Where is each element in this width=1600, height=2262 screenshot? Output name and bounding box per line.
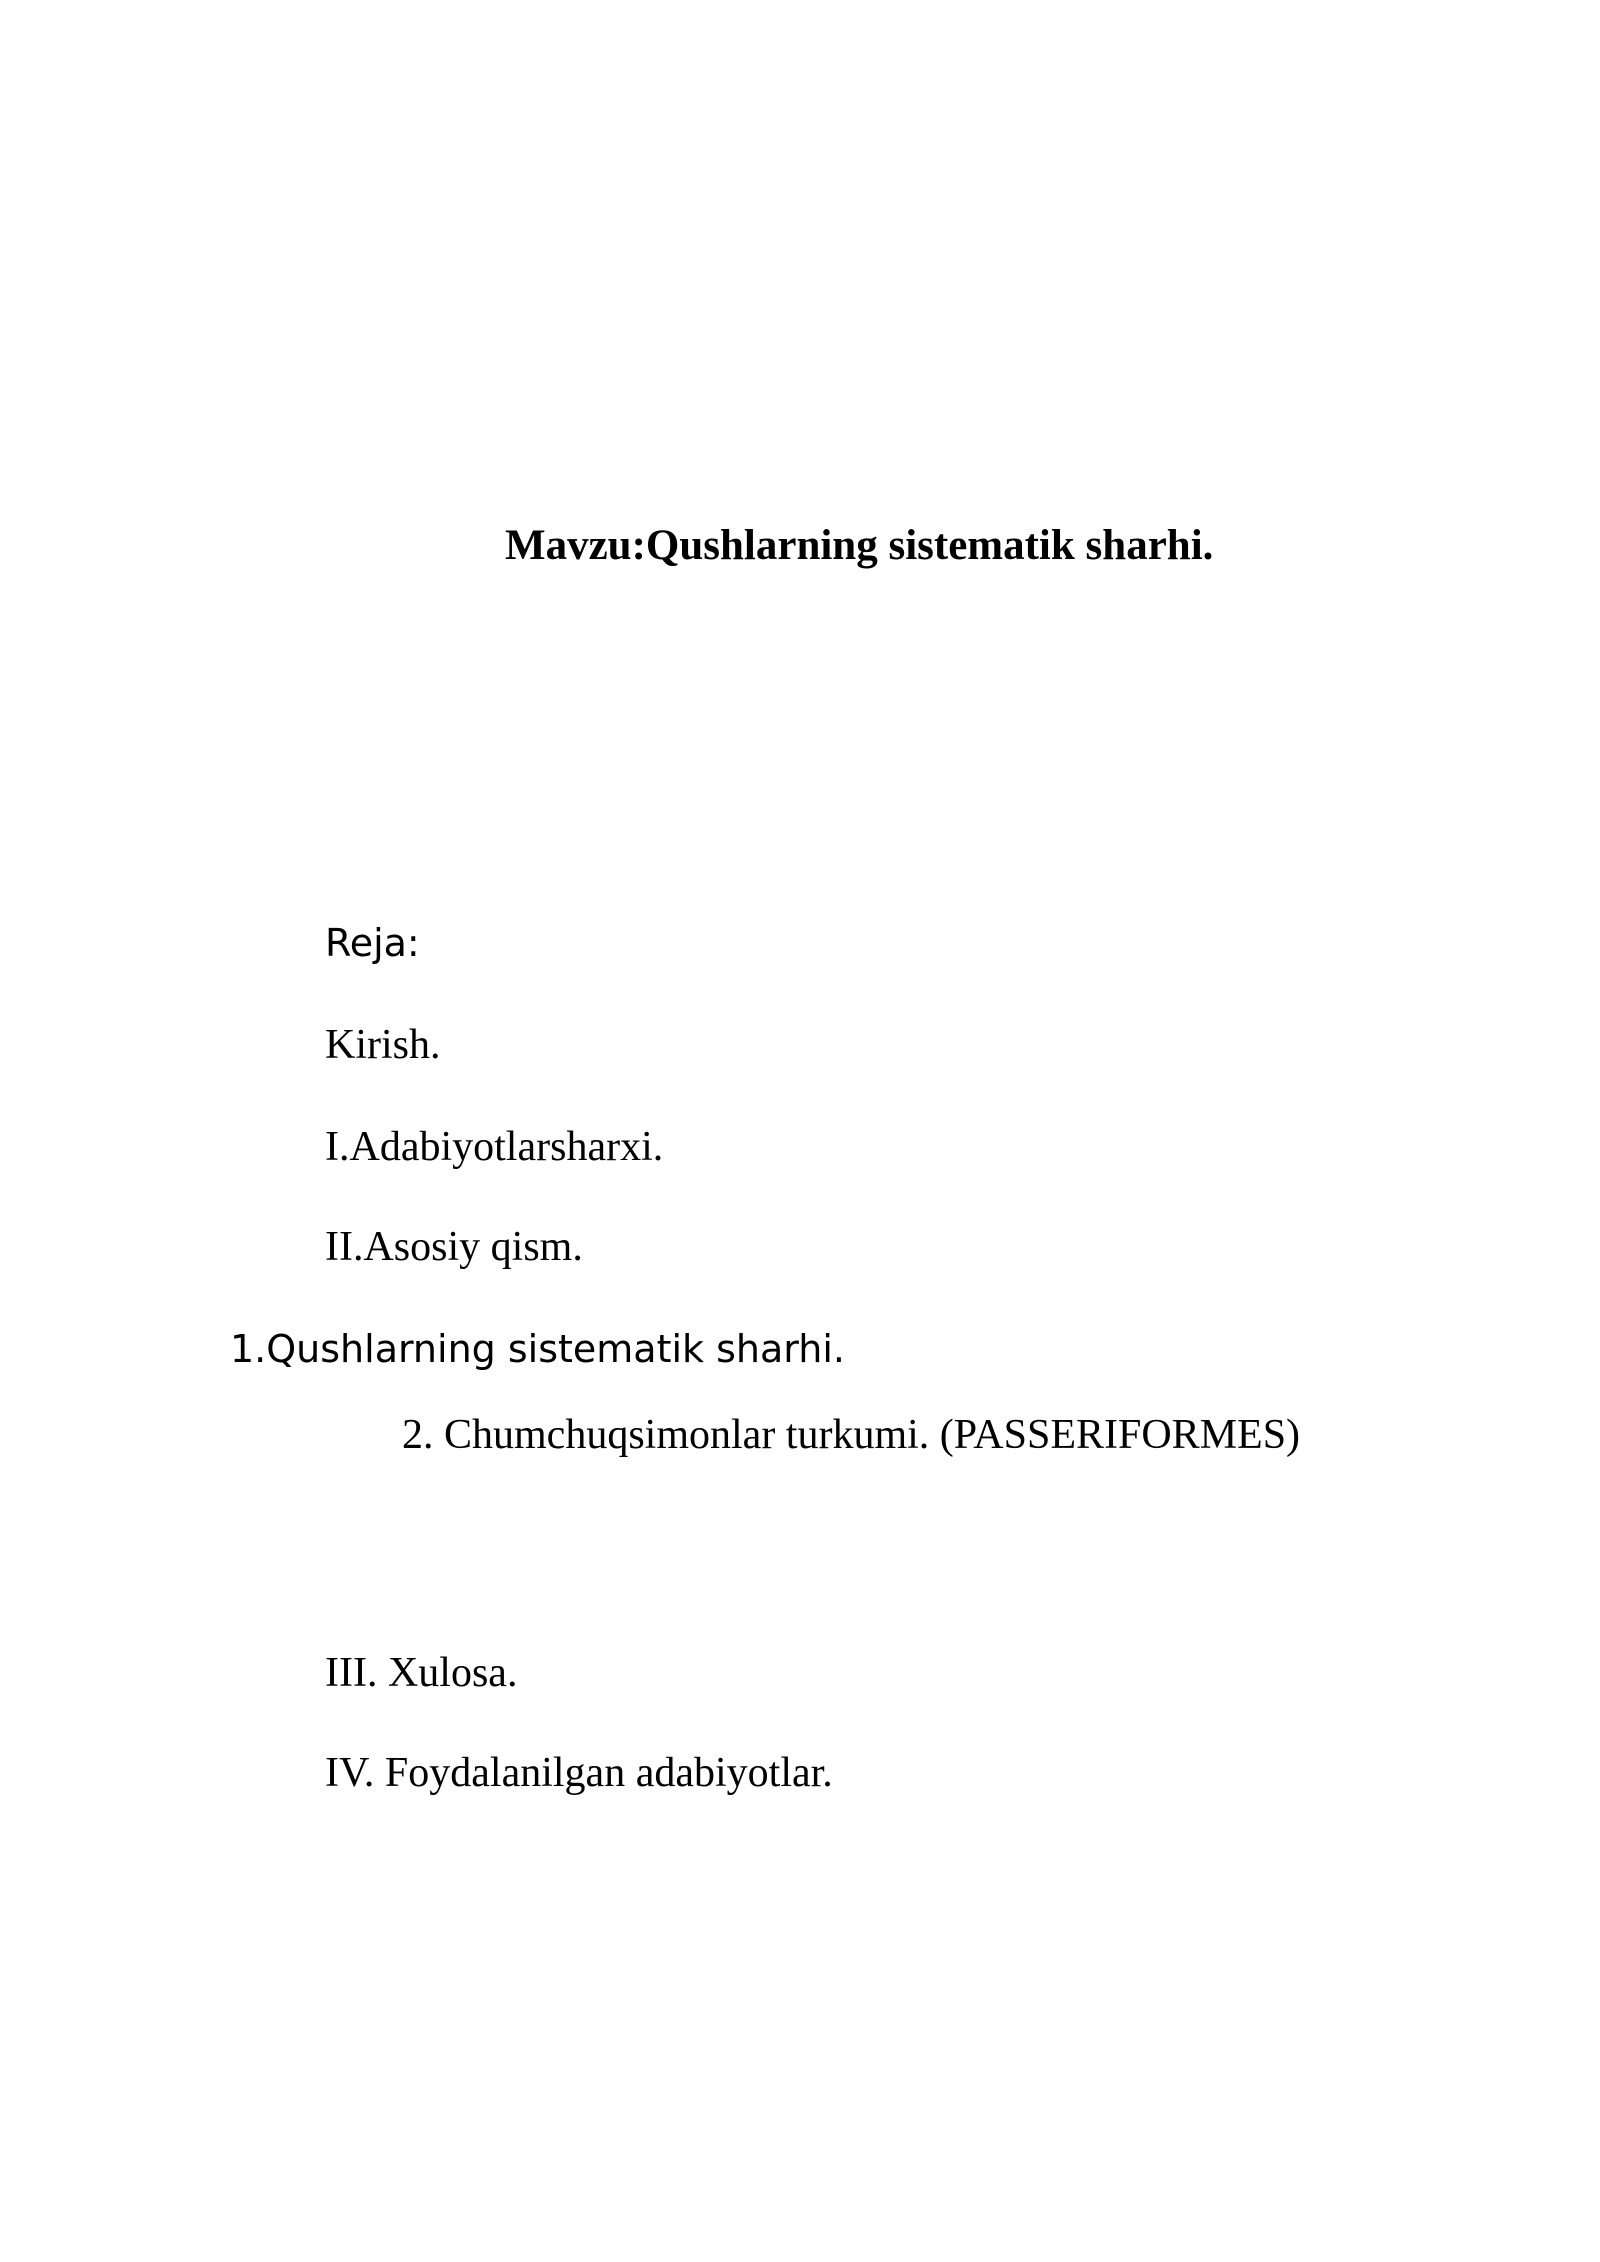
plan-heading: Reja: [325,921,420,965]
plan-item-literature-review: I.Adabiyotlarsharxi. [325,1124,664,1170]
plan-subitem-passeriformes: 2. Chumchuqsimonlar turkumi. (PASSERIFORMES) [402,1412,1301,1458]
plan-item-conclusion: III. Xulosa. [325,1650,518,1696]
document-title: Mavzu:Qushlarning sistematik sharhi. [505,522,1214,569]
plan-item-references: IV. Foydalanilgan adabiyotlar. [325,1750,833,1796]
plan-subitem-systematic-review: 1.Qushlarning sistematik sharhi. [230,1327,845,1371]
plan-item-introduction: Kirish. [325,1022,441,1068]
plan-item-main-part: II.Asosiy qism. [325,1224,583,1270]
